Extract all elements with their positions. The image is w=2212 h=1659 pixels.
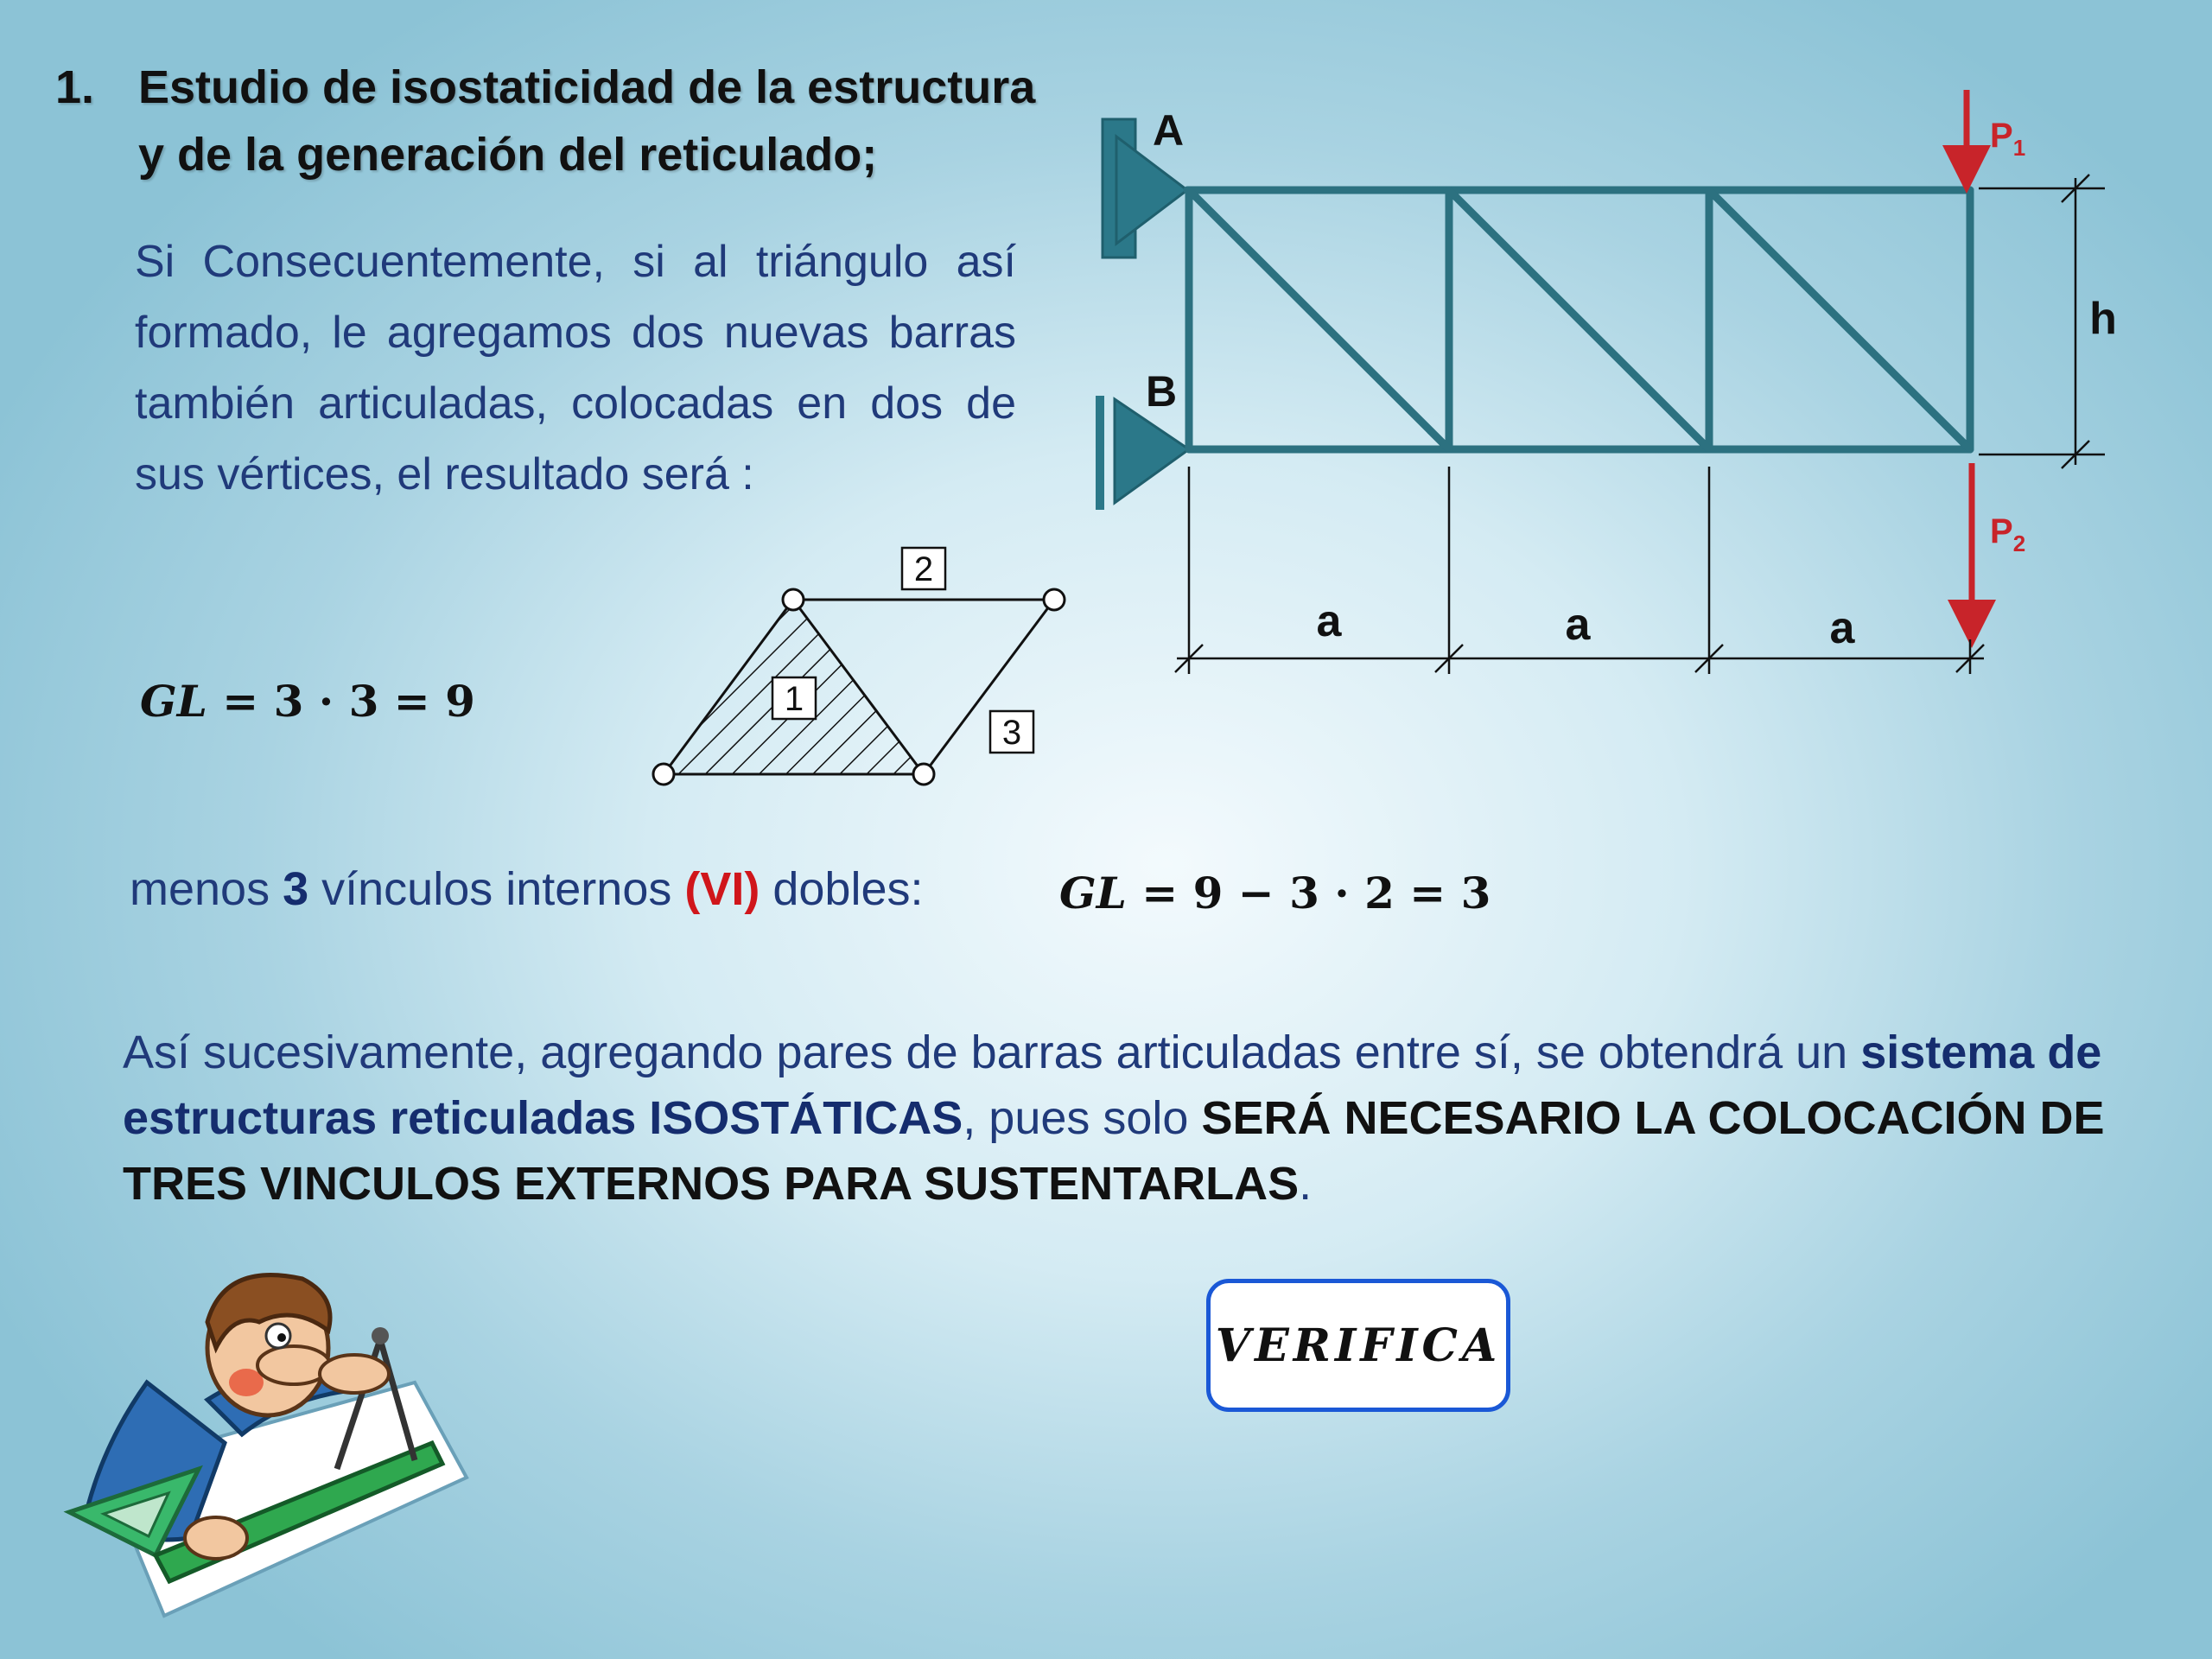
conclusion-highlight-black: SERÁ NECESARIO LA COLOCACIÓN DE TRES VINCULOS EXTERNOS PARA SUSTENTARLAS bbox=[123, 1092, 2105, 1210]
span-label-2: a bbox=[1565, 600, 1591, 650]
equation-gl-9 bbox=[140, 676, 475, 727]
small-truss-diagram bbox=[639, 536, 1089, 804]
truss-diagram bbox=[1071, 69, 2143, 691]
span-label-1: a bbox=[1316, 596, 1342, 646]
equation-1-lhs: GL bbox=[140, 676, 207, 727]
hinge-node bbox=[913, 764, 934, 785]
bar-label-2: 2 bbox=[913, 550, 934, 588]
bar-label-1: 1 bbox=[784, 680, 804, 718]
height-dimension bbox=[1979, 175, 2105, 468]
verify-button[interactable]: VERIFICA bbox=[1206, 1279, 1510, 1412]
truss-members bbox=[1187, 190, 1970, 449]
hinge-node bbox=[653, 764, 674, 785]
intro-paragraph: Si Consecuentemente, si al triángulo así formado, le agregamos dos nuevas barras también articuladas, colocadas en dos de sus vértices, el resultado será : bbox=[135, 237, 1016, 499]
height-label: h bbox=[2089, 294, 2117, 344]
equation-2-lhs: GL bbox=[1059, 868, 1127, 918]
internal-constraints-line: menos 3 vínculos internos (VI) dobles: bbox=[130, 863, 924, 915]
equation-2-rhs: = 9 − 3 · 2 = 3 bbox=[1126, 868, 1491, 918]
hinge-node bbox=[783, 589, 804, 610]
heading-line-1: Estudio de isostaticidad de la estructura bbox=[138, 61, 1036, 113]
conclusion-highlight-blue: sistema de estructuras reticuladas ISOSTÁTICAS bbox=[123, 1027, 2102, 1144]
load-label-p1: $P_1$ bbox=[1990, 117, 2026, 161]
equation-gl-3 bbox=[1059, 868, 1491, 918]
diagonal-member bbox=[1449, 190, 1709, 449]
slide-heading bbox=[55, 54, 1075, 188]
equation-1-rhs: = 3 · 3 = 9 bbox=[207, 676, 475, 727]
conclusion-paragraph: Así sucesivamente, agregando pares de barras articuladas entre sí, se obtendrá un sistema de estructuras reticuladas ISOSTÁTICAS, pues solo SERÁ NECESARIO LA COLOCACIÓN DE TRES VINCULOS EXTERNOS PARA SUSTENTARLAS. bbox=[123, 1027, 2105, 1210]
load-label-p2: $P_2$ bbox=[1990, 512, 2026, 556]
diagonal-member bbox=[1709, 190, 1970, 449]
support-label-a: A bbox=[1152, 106, 1185, 155]
bar-label-3: 3 bbox=[1001, 714, 1022, 752]
heading-line-2: y de la generación del reticulado; bbox=[138, 129, 878, 181]
bar-3 bbox=[924, 600, 1054, 774]
engineer-drafting-icon bbox=[52, 1253, 484, 1624]
constraint-count: 3 bbox=[283, 863, 309, 915]
hinge-node bbox=[1044, 589, 1065, 610]
support-label-b: B bbox=[1145, 367, 1178, 416]
heading-number: 1. bbox=[55, 61, 95, 113]
diagonal-member bbox=[1189, 190, 1449, 449]
span-label-3: a bbox=[1829, 603, 1855, 653]
vi-abbreviation: (VI) bbox=[684, 863, 760, 915]
